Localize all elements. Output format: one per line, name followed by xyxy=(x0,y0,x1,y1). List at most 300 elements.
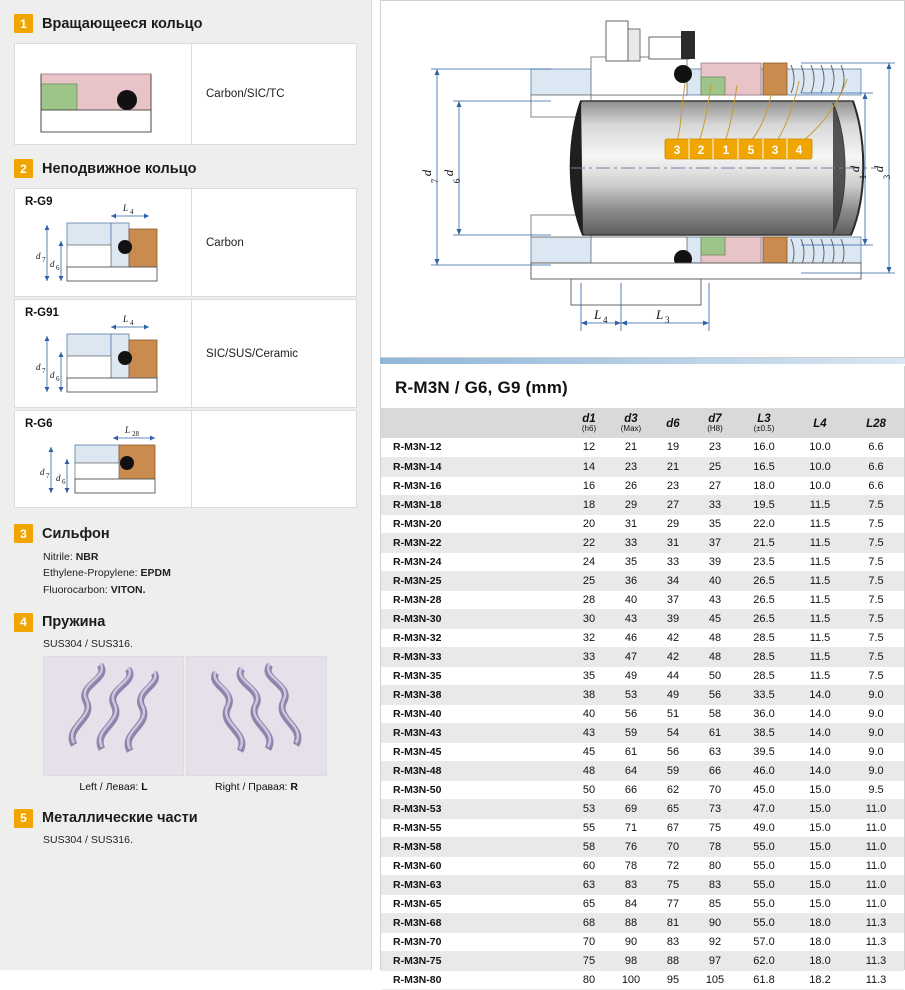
bellows-material-value-2: VITON. xyxy=(110,583,146,596)
spec-table-header-row xyxy=(381,408,904,438)
cell-value: 40 xyxy=(610,590,652,609)
cell-value: 26.5 xyxy=(736,590,792,609)
section-3-title: Сильфон xyxy=(42,525,110,542)
cell-value: 60 xyxy=(568,856,610,875)
section-2-header xyxy=(14,159,357,178)
cell-value: 51 xyxy=(652,704,694,723)
svg-text:6: 6 xyxy=(56,264,60,272)
cell-model: R-M3N-18 xyxy=(381,495,568,514)
cell-value: 55.0 xyxy=(736,837,792,856)
svg-text:1: 1 xyxy=(722,143,730,157)
cell-model: R-M3N-12 xyxy=(381,438,568,457)
cell-value: 9.0 xyxy=(848,723,904,742)
cell-value: 9.0 xyxy=(848,742,904,761)
cell-value: 27 xyxy=(652,495,694,514)
rg6-figure xyxy=(15,411,191,507)
cell-value: 11.0 xyxy=(848,818,904,837)
section-1-title: Вращающееся кольцо xyxy=(42,15,203,32)
cell-value: 63 xyxy=(568,875,610,894)
section-4-header xyxy=(14,613,357,632)
table-row xyxy=(381,894,904,913)
table-row xyxy=(381,647,904,666)
table-row xyxy=(381,951,904,970)
cell-value: 92 xyxy=(694,932,736,951)
cell-value: 62.0 xyxy=(736,951,792,970)
table-row xyxy=(381,590,904,609)
cell-value: 55.0 xyxy=(736,856,792,875)
cell-value: 85 xyxy=(694,894,736,913)
section-5-header xyxy=(14,809,357,828)
cell-value: 80 xyxy=(568,970,610,989)
spring-right-image xyxy=(186,656,327,776)
cell-model: R-M3N-40 xyxy=(381,704,568,723)
table-row xyxy=(381,571,904,590)
svg-text:d: d xyxy=(847,165,862,173)
cell-model: R-M3N-20 xyxy=(381,514,568,533)
svg-text:3: 3 xyxy=(673,143,681,157)
cell-model: R-M3N-50 xyxy=(381,780,568,799)
table-row xyxy=(381,476,904,495)
table-row xyxy=(381,552,904,571)
col-d1-sub: (h6) xyxy=(581,424,597,434)
table-row xyxy=(381,799,904,818)
cell-value: 15.0 xyxy=(792,875,848,894)
col-d7-label: d7 xyxy=(708,413,722,426)
table-row xyxy=(381,723,904,742)
cell-model: R-M3N-68 xyxy=(381,913,568,932)
cell-value: 33 xyxy=(610,533,652,552)
svg-text:d: d xyxy=(419,169,434,177)
cell-value: 26 xyxy=(610,476,652,495)
cell-value: 70 xyxy=(568,932,610,951)
svg-text:7: 7 xyxy=(42,367,46,375)
table-row xyxy=(381,913,904,932)
bellows-material-value-1: EPDM xyxy=(140,567,171,580)
svg-text:6: 6 xyxy=(452,178,462,184)
cell-value: 39 xyxy=(694,552,736,571)
cell-value: 14.0 xyxy=(792,723,848,742)
svg-text:5: 5 xyxy=(747,143,755,157)
cell-value: 25 xyxy=(568,571,610,590)
cell-value: 10.0 xyxy=(792,476,848,495)
cell-value: 6.6 xyxy=(848,438,904,457)
cell-value: 55.0 xyxy=(736,875,792,894)
svg-text:4: 4 xyxy=(603,315,608,325)
cell-value: 76 xyxy=(610,837,652,856)
cell-value: 33 xyxy=(694,495,736,514)
cell-value: 64 xyxy=(610,761,652,780)
rg91-material: SIC/SUS/Ceramic xyxy=(206,347,299,360)
cell-value: 28.5 xyxy=(736,628,792,647)
cell-value: 10.0 xyxy=(792,457,848,476)
cell-model: R-M3N-65 xyxy=(381,894,568,913)
spec-table-title: R-M3N / G6, G9 (mm) xyxy=(395,378,568,397)
cell-value: 39 xyxy=(652,609,694,628)
cell-value: 43 xyxy=(568,723,610,742)
rg91-figure xyxy=(15,300,191,407)
left-panel xyxy=(0,0,372,970)
cell-value: 33.5 xyxy=(736,685,792,704)
cell-value: 58 xyxy=(694,704,736,723)
cell-value: 11.0 xyxy=(848,894,904,913)
cell-value: 78 xyxy=(610,856,652,875)
table-row xyxy=(381,837,904,856)
bellows-material-name-0: Nitrile: xyxy=(43,551,73,563)
col-l28 xyxy=(848,408,904,438)
cell-value: 33 xyxy=(652,552,694,571)
svg-text:d: d xyxy=(441,169,456,177)
cell-value: 15.0 xyxy=(792,837,848,856)
cell-value: 55.0 xyxy=(736,913,792,932)
cell-value: 7.5 xyxy=(848,609,904,628)
cell-value: 25 xyxy=(694,457,736,476)
svg-text:d: d xyxy=(50,259,55,269)
cell-value: 11.0 xyxy=(848,837,904,856)
col-l4 xyxy=(792,408,848,438)
cell-value: 56 xyxy=(610,704,652,723)
spec-table-head xyxy=(381,408,904,438)
cell-value: 36.0 xyxy=(736,704,792,723)
cell-value: 49 xyxy=(652,685,694,704)
table-row xyxy=(381,495,904,514)
col-d1 xyxy=(568,408,610,438)
cell-value: 11.0 xyxy=(848,875,904,894)
cell-value: 40 xyxy=(694,571,736,590)
cell-value: 11.5 xyxy=(792,609,848,628)
cell-value: 38 xyxy=(568,685,610,704)
cell-value: 68 xyxy=(568,913,610,932)
cell-value: 30 xyxy=(568,609,610,628)
cell-value: 7.5 xyxy=(848,533,904,552)
cell-model: R-M3N-58 xyxy=(381,837,568,856)
section-3-header xyxy=(14,524,357,543)
cell-value: 105 xyxy=(694,970,736,989)
cell-value: 9.0 xyxy=(848,704,904,723)
cell-value: 9.0 xyxy=(848,761,904,780)
cell-value: 15.0 xyxy=(792,894,848,913)
rg9-label: R-G9 xyxy=(25,196,53,208)
cell-value: 9.5 xyxy=(848,780,904,799)
cell-value: 11.5 xyxy=(792,514,848,533)
cell-value: 14.0 xyxy=(792,704,848,723)
cell-value: 23 xyxy=(652,476,694,495)
cell-value: 37 xyxy=(652,590,694,609)
cell-value: 47 xyxy=(610,647,652,666)
cell-value: 24 xyxy=(568,552,610,571)
cell-value: 67 xyxy=(652,818,694,837)
section-1-badge: 1 xyxy=(14,14,33,33)
cell-value: 18 xyxy=(568,495,610,514)
cell-value: 14.0 xyxy=(792,742,848,761)
cell-value: 11.3 xyxy=(848,932,904,951)
table-row xyxy=(381,970,904,989)
cell-model: R-M3N-25 xyxy=(381,571,568,590)
cell-value: 88 xyxy=(652,951,694,970)
cell-value: 12 xyxy=(568,438,610,457)
cell-value: 11.3 xyxy=(848,951,904,970)
section-2-title: Неподвижное кольцо xyxy=(42,160,197,177)
cell-value: 61 xyxy=(610,742,652,761)
cell-value: 14 xyxy=(568,457,610,476)
cell-value: 18.2 xyxy=(792,970,848,989)
table-row xyxy=(381,875,904,894)
cell-value: 14.0 xyxy=(792,685,848,704)
svg-text:3: 3 xyxy=(665,315,670,325)
rotating-ring-card xyxy=(14,43,357,145)
cell-value: 48 xyxy=(568,761,610,780)
cell-value: 7.5 xyxy=(848,514,904,533)
cell-model: R-M3N-48 xyxy=(381,761,568,780)
cell-model: R-M3N-70 xyxy=(381,932,568,951)
svg-text:d: d xyxy=(40,467,45,477)
table-row xyxy=(381,761,904,780)
bellows-materials xyxy=(43,549,357,598)
cell-value: 55.0 xyxy=(736,894,792,913)
cell-value: 11.5 xyxy=(792,590,848,609)
cell-value: 35 xyxy=(610,552,652,571)
cell-value: 31 xyxy=(610,514,652,533)
cell-value: 58 xyxy=(568,837,610,856)
cell-value: 42 xyxy=(652,628,694,647)
cell-value: 18.0 xyxy=(736,476,792,495)
spring-left-caption xyxy=(43,781,184,793)
cell-value: 43 xyxy=(610,609,652,628)
cell-value: 11.5 xyxy=(792,495,848,514)
cell-value: 14.0 xyxy=(792,761,848,780)
cell-value: 70 xyxy=(694,780,736,799)
cell-value: 83 xyxy=(652,932,694,951)
section-2-badge: 2 xyxy=(14,159,33,178)
cell-model: R-M3N-32 xyxy=(381,628,568,647)
cell-value: 6.6 xyxy=(848,457,904,476)
cell-value: 73 xyxy=(694,799,736,818)
spring-right-caption xyxy=(186,781,327,793)
cell-value: 48 xyxy=(694,647,736,666)
section-5-title: Металлические части xyxy=(42,810,198,827)
section-4-badge: 4 xyxy=(14,613,33,632)
svg-text:d: d xyxy=(36,251,41,261)
cell-value: 35 xyxy=(694,514,736,533)
table-row xyxy=(381,533,904,552)
rg6-label: R-G6 xyxy=(25,418,53,430)
cell-value: 26.5 xyxy=(736,609,792,628)
cell-value: 32 xyxy=(568,628,610,647)
cell-value: 11.5 xyxy=(792,628,848,647)
metal-parts-note: SUS304 / SUS316. xyxy=(43,833,133,846)
cell-value: 56 xyxy=(652,742,694,761)
cell-value: 11.5 xyxy=(792,666,848,685)
cell-value: 21 xyxy=(652,457,694,476)
cell-value: 88 xyxy=(610,913,652,932)
svg-text:6: 6 xyxy=(62,478,66,486)
cell-value: 45 xyxy=(694,609,736,628)
cell-value: 21.5 xyxy=(736,533,792,552)
cell-value: 10.0 xyxy=(792,438,848,457)
stationary-ring-card-rg6 xyxy=(14,410,357,508)
cell-value: 97 xyxy=(694,951,736,970)
cell-value: 80 xyxy=(694,856,736,875)
svg-text:7: 7 xyxy=(42,256,46,264)
cell-value: 56 xyxy=(694,685,736,704)
cell-value: 22.0 xyxy=(736,514,792,533)
table-row xyxy=(381,438,904,457)
cell-value: 11.5 xyxy=(792,552,848,571)
rotating-ring-material: Carbon/SIC/TC xyxy=(206,88,285,100)
cell-value: 18.0 xyxy=(792,951,848,970)
section-divider-bar xyxy=(380,358,905,364)
cell-model: R-M3N-33 xyxy=(381,647,568,666)
cell-model: R-M3N-75 xyxy=(381,951,568,970)
table-row xyxy=(381,514,904,533)
cell-value: 53 xyxy=(610,685,652,704)
cell-model: R-M3N-24 xyxy=(381,552,568,571)
col-d3 xyxy=(610,408,652,438)
cell-value: 7.5 xyxy=(848,571,904,590)
cell-value: 23.5 xyxy=(736,552,792,571)
svg-text:4: 4 xyxy=(795,143,803,157)
cell-value: 69 xyxy=(610,799,652,818)
cell-value: 27 xyxy=(694,476,736,495)
cell-value: 11.0 xyxy=(848,856,904,875)
cell-value: 45 xyxy=(568,742,610,761)
cell-value: 28 xyxy=(568,590,610,609)
spec-table xyxy=(381,408,904,990)
cell-value: 44 xyxy=(652,666,694,685)
cell-value: 95 xyxy=(652,970,694,989)
cell-model: R-M3N-35 xyxy=(381,666,568,685)
svg-text:1: 1 xyxy=(858,174,868,180)
cell-model: R-M3N-63 xyxy=(381,875,568,894)
cell-value: 34 xyxy=(652,571,694,590)
cell-value: 15.0 xyxy=(792,780,848,799)
svg-text:d: d xyxy=(50,370,55,380)
cell-value: 77 xyxy=(652,894,694,913)
cell-model: R-M3N-80 xyxy=(381,970,568,989)
cell-value: 90 xyxy=(694,913,736,932)
spring-right-caption-text: Right / Правая: xyxy=(215,780,291,793)
cell-value: 7.5 xyxy=(848,628,904,647)
cell-value: 55 xyxy=(568,818,610,837)
cell-model: R-M3N-38 xyxy=(381,685,568,704)
cell-value: 75 xyxy=(652,875,694,894)
cell-value: 16.0 xyxy=(736,438,792,457)
col-l3 xyxy=(736,408,792,438)
cell-value: 45.0 xyxy=(736,780,792,799)
cell-model: R-M3N-30 xyxy=(381,609,568,628)
spring-left-caption-text: Left / Левая: xyxy=(79,780,142,793)
cell-model: R-M3N-43 xyxy=(381,723,568,742)
cell-value: 26.5 xyxy=(736,571,792,590)
rotating-ring-figure xyxy=(15,44,191,144)
cell-value: 15.0 xyxy=(792,799,848,818)
cell-value: 18.0 xyxy=(792,932,848,951)
section-4-title: Пружина xyxy=(42,614,106,631)
cell-value: 61.8 xyxy=(736,970,792,989)
svg-text:L: L xyxy=(125,425,131,435)
cell-value: 59 xyxy=(652,761,694,780)
cell-value: 65 xyxy=(652,799,694,818)
table-row xyxy=(381,457,904,476)
cell-value: 19.5 xyxy=(736,495,792,514)
cell-value: 15.0 xyxy=(792,818,848,837)
table-row xyxy=(381,818,904,837)
cell-value: 7.5 xyxy=(848,495,904,514)
cell-value: 11.5 xyxy=(792,647,848,666)
cell-value: 57.0 xyxy=(736,932,792,951)
cell-value: 98 xyxy=(610,951,652,970)
col-d6-label: d6 xyxy=(666,417,680,430)
cell-value: 19 xyxy=(652,438,694,457)
cell-value: 18.0 xyxy=(792,913,848,932)
stationary-ring-card-rg9 xyxy=(14,188,357,297)
cell-value: 72 xyxy=(652,856,694,875)
section-1-header xyxy=(14,14,357,33)
cell-value: 40 xyxy=(568,704,610,723)
svg-text:L: L xyxy=(123,203,129,213)
spec-table-panel xyxy=(380,366,905,986)
cell-value: 83 xyxy=(610,875,652,894)
cell-value: 20 xyxy=(568,514,610,533)
col-d1-label: d1 xyxy=(582,413,596,426)
cell-value: 50 xyxy=(568,780,610,799)
cell-value: 63 xyxy=(694,742,736,761)
cell-value: 46.0 xyxy=(736,761,792,780)
cell-value: 11.5 xyxy=(792,533,848,552)
cell-value: 11.0 xyxy=(848,799,904,818)
svg-text:28: 28 xyxy=(132,430,139,438)
cell-value: 65 xyxy=(568,894,610,913)
cell-value: 54 xyxy=(652,723,694,742)
cell-value: 42 xyxy=(652,647,694,666)
cell-value: 90 xyxy=(610,932,652,951)
svg-text:3: 3 xyxy=(771,143,779,157)
rg91-label: R-G91 xyxy=(25,307,59,319)
col-l4-label: L4 xyxy=(813,417,827,430)
spring-images xyxy=(43,656,357,776)
cell-value: 78 xyxy=(694,837,736,856)
col-l3-sub: (±0.5) xyxy=(753,424,775,434)
cell-value: 53 xyxy=(568,799,610,818)
svg-text:L: L xyxy=(594,307,602,322)
cell-value: 61 xyxy=(694,723,736,742)
table-row xyxy=(381,742,904,761)
cell-value: 75 xyxy=(568,951,610,970)
spring-left-caption-code: L xyxy=(141,780,148,793)
cell-value: 22 xyxy=(568,533,610,552)
cell-value: 16.5 xyxy=(736,457,792,476)
cell-value: 11.3 xyxy=(848,913,904,932)
cell-model: R-M3N-22 xyxy=(381,533,568,552)
section-3-badge: 3 xyxy=(14,524,33,543)
cell-value: 46 xyxy=(610,628,652,647)
cell-value: 50 xyxy=(694,666,736,685)
section-5-badge: 5 xyxy=(14,809,33,828)
col-d7-sub: (H8) xyxy=(707,424,723,434)
cell-model: R-M3N-60 xyxy=(381,856,568,875)
cell-value: 15.0 xyxy=(792,856,848,875)
svg-text:7: 7 xyxy=(430,178,440,184)
bellows-material-name-2: Fluorocarbon: xyxy=(43,583,108,596)
cell-value: 6.6 xyxy=(848,476,904,495)
table-row xyxy=(381,932,904,951)
table-row xyxy=(381,609,904,628)
cell-value: 28.5 xyxy=(736,647,792,666)
col-d7 xyxy=(694,408,736,438)
table-row xyxy=(381,685,904,704)
col-l28-label: L28 xyxy=(866,417,886,430)
cell-value: 66 xyxy=(694,761,736,780)
assembly-drawing xyxy=(380,0,905,358)
